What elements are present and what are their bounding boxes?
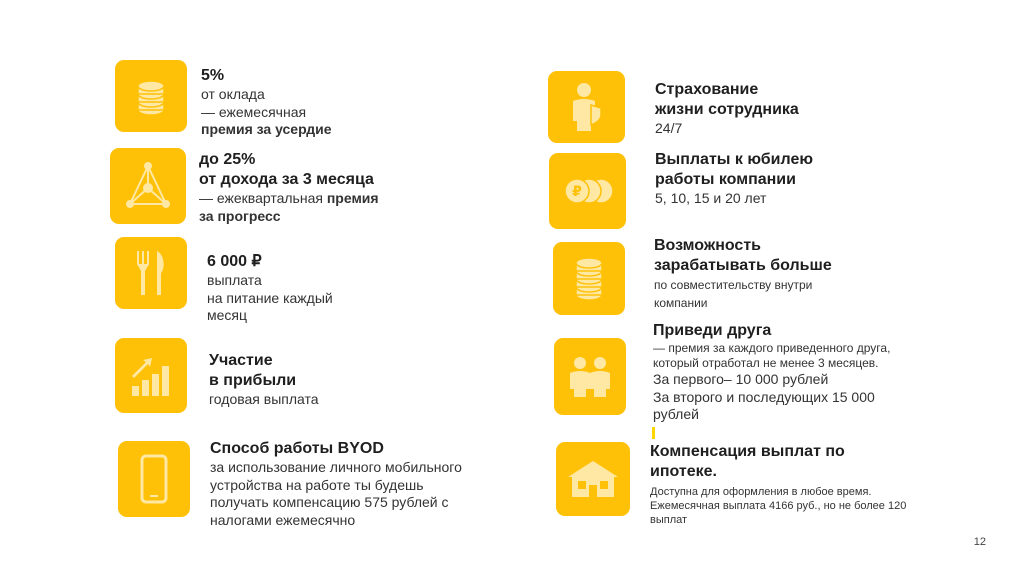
benefit-icon-tile bbox=[118, 441, 190, 517]
benefit-icon-tile bbox=[556, 442, 630, 516]
benefit-line: 24/7 bbox=[655, 120, 683, 136]
benefit-title: до 25% bbox=[199, 151, 256, 168]
benefit-icon-tile bbox=[553, 242, 625, 315]
benefit-title: 6 000 ₽ bbox=[207, 253, 262, 270]
benefit-line: За второго и последующих 15 000 bbox=[653, 388, 875, 405]
benefit-line: месяц bbox=[207, 307, 248, 323]
two-people-icon bbox=[565, 355, 615, 399]
house-icon bbox=[564, 457, 622, 501]
benefit-line: от оклада bbox=[201, 86, 265, 102]
benefit-text bbox=[207, 252, 333, 325]
benefit-title: Приведи друга bbox=[653, 322, 772, 339]
benefit-line: За первого– 10 000 рублей bbox=[653, 371, 829, 387]
benefit-line: устройства на работе ты будешь bbox=[210, 476, 424, 493]
smartphone-icon bbox=[137, 453, 171, 505]
benefit-line: за прогресс bbox=[199, 207, 281, 224]
benefit-icon-tile bbox=[548, 71, 625, 143]
benefit-title: жизни сотрудника bbox=[655, 101, 799, 118]
benefit-line: рублей bbox=[653, 406, 699, 422]
coins-stack-icon bbox=[569, 255, 609, 303]
benefit-text bbox=[210, 439, 462, 529]
benefit-line: — премия за каждого приведенного друга, bbox=[653, 341, 891, 355]
benefit-title: ипотеке. bbox=[650, 463, 717, 480]
benefit-line: 5, 10, 15 и 20 лет bbox=[655, 190, 767, 206]
benefit-title: Возможность bbox=[654, 237, 761, 254]
benefit-text bbox=[655, 80, 799, 138]
benefit-line: Ежемесячная выплата 4166 руб., но не более 120 bbox=[650, 499, 907, 512]
benefit-title: в прибыли bbox=[209, 372, 297, 389]
benefit-line: по совместительству внутри bbox=[654, 278, 813, 292]
person-shield-icon bbox=[567, 81, 607, 133]
benefit-text bbox=[654, 236, 832, 311]
benefit-icon-tile bbox=[115, 237, 187, 309]
benefit-title: Участие bbox=[209, 352, 273, 369]
benefit-icon-tile bbox=[115, 338, 187, 413]
benefit-title: Способ работы BYOD bbox=[210, 440, 384, 457]
benefit-line: получать компенсацию 575 рублей с bbox=[210, 494, 449, 510]
benefit-line: компании bbox=[654, 296, 708, 310]
benefit-title: работы компании bbox=[655, 171, 796, 188]
benefit-icon-tile bbox=[110, 148, 186, 224]
benefit-icon-tile bbox=[554, 338, 626, 415]
benefit-line: выплата bbox=[207, 272, 262, 288]
benefit-title: зарабатывать больше bbox=[654, 257, 832, 274]
network-nodes-icon bbox=[122, 160, 174, 212]
page-number: 12 bbox=[973, 536, 986, 548]
benefit-text bbox=[209, 351, 319, 409]
benefit-line: налогами ежемесячно bbox=[210, 511, 356, 528]
growth-chart-icon bbox=[128, 354, 174, 398]
benefit-title: Компенсация выплат по bbox=[650, 443, 845, 460]
benefit-line: — ежемесячная bbox=[201, 103, 307, 120]
benefit-line: годовая выплата bbox=[209, 391, 319, 407]
benefit-text bbox=[199, 150, 379, 225]
benefit-title: от дохода за 3 месяца bbox=[199, 171, 374, 188]
svg-text:₽: ₽ bbox=[571, 184, 582, 200]
benefit-line: выплат bbox=[650, 513, 688, 526]
benefit-text bbox=[653, 321, 890, 424]
coins-stack-icon bbox=[131, 74, 171, 118]
benefit-line: премия за усердие bbox=[201, 121, 332, 137]
fork-knife-icon bbox=[131, 247, 171, 299]
benefit-text bbox=[650, 442, 906, 527]
benefit-title: 5% bbox=[201, 67, 225, 84]
benefit-title: Страхование bbox=[655, 81, 759, 98]
benefit-icon-tile bbox=[115, 60, 187, 132]
benefit-line: Доступна для оформления в любое время. bbox=[650, 486, 872, 498]
benefit-line: за использование личного мобильного bbox=[210, 459, 462, 475]
ruble-coins-icon bbox=[561, 174, 615, 208]
benefit-icon-tile bbox=[549, 153, 626, 229]
benefit-title: Выплаты к юбилею bbox=[655, 151, 814, 168]
benefit-line: на питание каждый bbox=[207, 289, 333, 306]
benefit-line: — ежеквартальная премия bbox=[199, 190, 379, 206]
benefit-text bbox=[201, 66, 332, 139]
decorative-marker bbox=[652, 427, 655, 439]
benefit-text bbox=[655, 150, 813, 208]
benefit-line: который отработал не менее 3 месяцев. bbox=[653, 356, 879, 370]
